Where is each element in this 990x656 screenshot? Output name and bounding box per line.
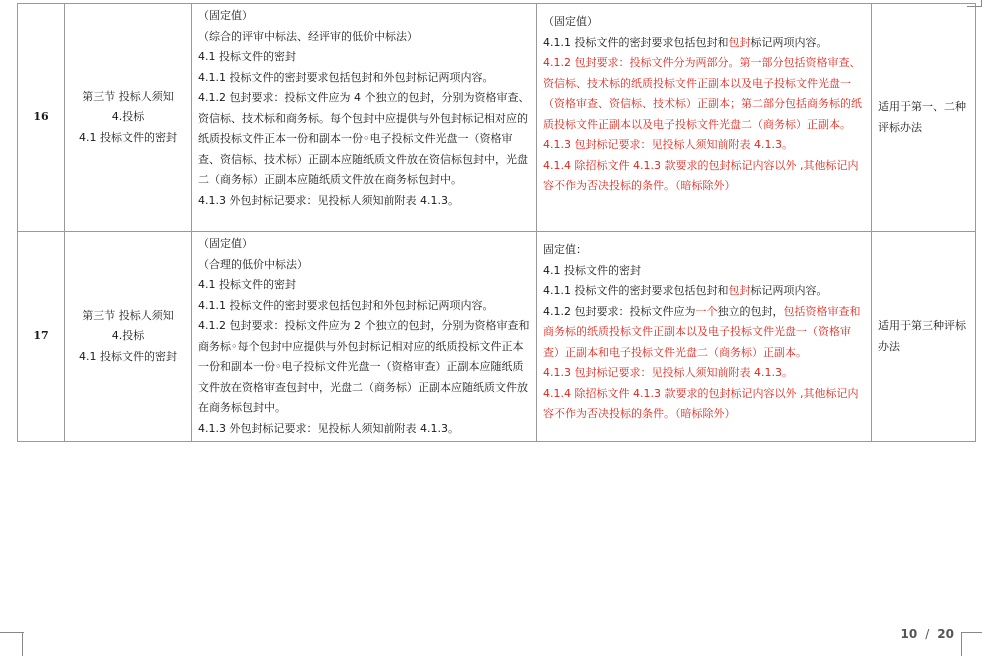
revised-text-cell (537, 4, 872, 232)
text-line: 4.1.3 外包封标记要求：见投标人须知前附表 4.1.3。 (198, 421, 459, 435)
clause-cell (65, 4, 192, 232)
clause-line: 第三节 投标人须知 (82, 308, 174, 322)
text-line: 4.1.2 包封要求：投标文件应为 4 个独立的包封，分别为资格审查、资信标、技术标和商务标。每个包封中应提供与外包封标记相对应的纸质投标文件正本一份和副本一份◦电子投标文件光盘一（资格审查、资信标、技术标）正副本应随纸质文件放在资信标包封中，光盘二（商务标）正副本应随纸质文件放在商务标包封中。 (198, 91, 530, 186)
text-line: （固定值） (543, 15, 598, 28)
text-line: 4.1.3 包封标记要求：见投标人须知前附表 4.1.3。 (543, 366, 793, 379)
text-line: 4.1.2 包封要求：投标文件应为一个独立的包封，包括资格审查和商务标的纸质投标文件正副本以及电子投标文件光盘一（资格审查）正副本和电子投标文件光盘二（商务标）正副本。 (543, 304, 861, 359)
text-line: （固定值） (198, 237, 253, 250)
clause-line: 4.投标 (111, 329, 145, 343)
text-line: （合理的低价中标法） (198, 257, 308, 271)
text-line: 4.1 投标文件的密封 (543, 263, 641, 277)
clause-line: 4.1 投标文件的密封 (79, 130, 177, 144)
clause-cell (65, 232, 192, 442)
crop-mark (961, 632, 962, 656)
row-number: 16 (18, 4, 65, 232)
crop-mark (962, 632, 982, 633)
text-line: （综合的评审中标法、经评审的低价中标法） (198, 29, 418, 43)
text-line: 4.1.4 除招标文件 4.1.3 款要求的包封标记内容以外 ,其他标记内容不作为否决投标的条件。（暗标除外） (543, 158, 859, 192)
row-number: 17 (18, 232, 65, 442)
text-line: 4.1.3 外包封标记要求：见投标人须知前附表 4.1.3。 (198, 193, 459, 207)
original-text-cell (192, 4, 537, 232)
text-line: 4.1.1 投标文件的密封要求包括包封和外包封标记两项内容。 (198, 298, 494, 312)
current-page: 10 (900, 627, 918, 641)
total-pages: 20 (937, 627, 954, 641)
text-line: 4.1.1 投标文件的密封要求包括包封和包封标记两项内容。 (543, 35, 828, 49)
table-row (18, 232, 976, 442)
text-line: 4.1.2 包封要求：投标文件应为 2 个独立的包封，分别为资格审查和商务标◦每个包封中应提供与外包封标记相对应的纸质投标文件正本一份和副本一份◦电子投标文件光盘一（资格审查）正副本应随纸质文件放在资格审查包封中，光盘二（商务标）正副本应随纸质文件放在商务标包封中。 (198, 319, 530, 414)
clause-line: 4.1 投标文件的密封 (79, 349, 177, 363)
comparison-table (17, 3, 976, 442)
page-separator: / (921, 627, 934, 641)
text-line: 4.1.3 包封标记要求：见投标人须知前附表 4.1.3。 (543, 138, 793, 151)
note-cell: 适用于第一、二种评标办法 (872, 4, 976, 232)
crop-mark (0, 632, 23, 656)
clause-line: 第三节 投标人须知 (82, 89, 174, 103)
crop-mark (967, 0, 982, 7)
text-line: 4.1.1 投标文件的密封要求包括包封和外包封标记两项内容。 (198, 70, 494, 84)
table-row (18, 4, 976, 232)
text-line: 4.1.1 投标文件的密封要求包括包封和包封标记两项内容。 (543, 284, 828, 297)
clause-line: 4.投标 (111, 110, 145, 124)
crop-mark (0, 632, 24, 633)
text-line: 固定值： (543, 243, 587, 256)
text-line: 4.1 投标文件的密封 (198, 50, 296, 63)
page-indicator (901, 627, 954, 641)
text-line: 4.1.2 包封要求：投标文件分为两部分。第一部分包括资格审查、资信标、技术标的纸质投标文件正副本以及电子投标文件光盘一（资格审查、资信标、技术标）正副本；第二部分包括商务标的纸质投标文件正副本以及电子投标文件光盘二（商务标）正副本。 (543, 56, 862, 131)
text-line: 4.1 投标文件的密封 (198, 278, 296, 291)
text-line: （固定值） (198, 9, 253, 22)
revised-text-cell (537, 232, 872, 442)
text-line: 4.1.4 除招标文件 4.1.3 款要求的包封标记内容以外 ,其他标记内容不作为否决投标的条件。（暗标除外） (543, 386, 859, 420)
original-text-cell (192, 232, 537, 442)
note-cell: 适用于第三种评标办法 (872, 232, 976, 442)
